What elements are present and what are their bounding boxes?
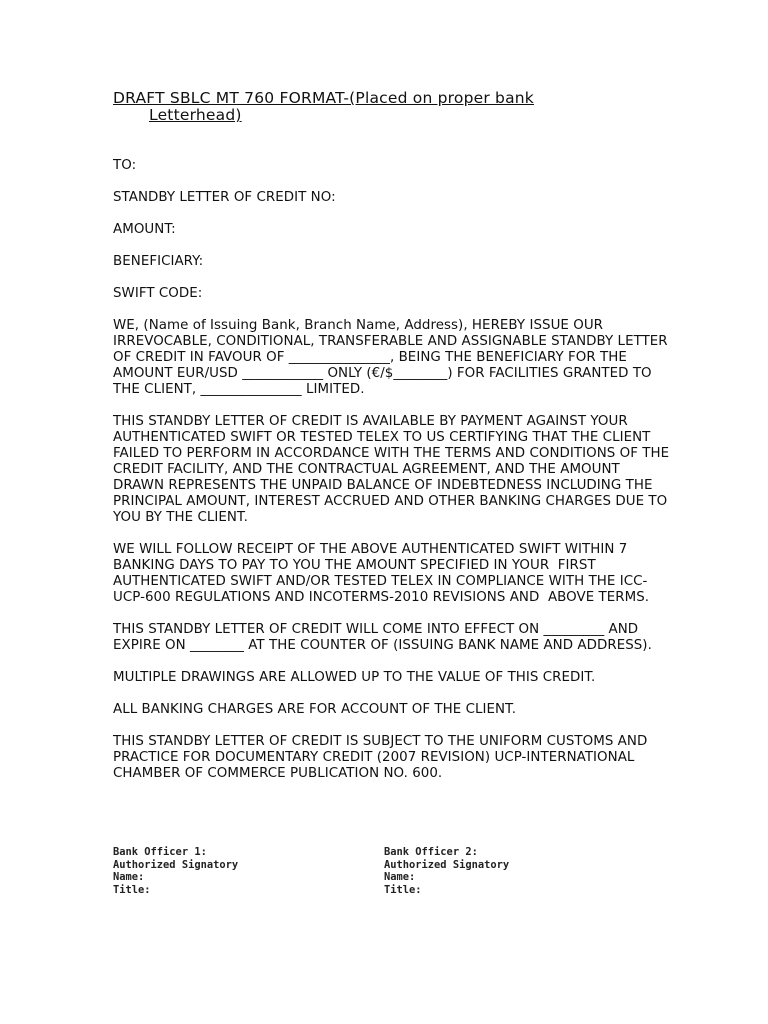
- paragraph-issue: WE, (Name of Issuing Bank, Branch Name, Address), HEREBY ISSUE OUR IRREVOCABLE, CONDITIONAL, TRANSFERABLE AND ASSIGNABLE STANDBY LETTER OF CREDIT IN FAVOUR OF _______________, BEING THE BENEFICIARY FOR THE AMOUNT EUR/USD ____________ ONLY (€/$________) FOR FACILITIES GRANTED TO THE CLIENT, _______________ LIMITED.: [113, 318, 672, 397]
- paragraph-effect: THIS STANDBY LETTER OF CREDIT WILL COME INTO EFFECT ON _________ AND EXPIRE ON ________ AT THE COUNTER OF (ISSUING BANK NAME AND ADDRESS).: [113, 622, 652, 653]
- signatory-officer-2: [384, 846, 624, 896]
- document-title-line-1: DRAFT SBLC MT 760 FORMAT-(Placed on proper bank: [113, 89, 534, 107]
- paragraph-payment: WE WILL FOLLOW RECEIPT OF THE ABOVE AUTHENTICATED SWIFT WITHIN 7 BANKING DAYS TO PAY TO YOU THE AMOUNT SPECIFIED IN YOUR FIRST AUTHENTICATED SWIFT AND/OR TESTED TELEX IN COMPLIANCE WITH THE ICC-UCP-600 REGULATIONS AND INCOTERMS-2010 REVISIONS AND ABOVE TERMS.: [113, 542, 650, 605]
- officer-2-title: Title:: [384, 883, 422, 896]
- field-swift-code: SWIFT CODE:: [113, 286, 203, 301]
- paragraph-charges: ALL BANKING CHARGES ARE FOR ACCOUNT OF THE CLIENT.: [113, 702, 517, 717]
- officer-2-heading: Bank Officer 2:: [384, 846, 478, 858]
- field-to: TO:: [113, 158, 137, 173]
- signatory-officer-1: [113, 846, 353, 896]
- document-title-line-2: Letterhead): [149, 106, 242, 124]
- field-amount: AMOUNT:: [113, 222, 176, 237]
- paragraph-availability: THIS STANDBY LETTER OF CREDIT IS AVAILABLE BY PAYMENT AGAINST YOUR AUTHENTICATED SWIFT OR TESTED TELEX TO US CERTIFYING THAT THE CLIENT FAILED TO PERFORM IN ACCORDANCE WITH THE TERMS AND CONDITIONS OF THE CREDIT FACILITY, AND THE CONTRACTUAL AGREEMENT, AND THE AMOUNT DRAWN REPRESENTS THE UNPAID BALANCE OF INDEBTEDNESS INCLUDING THE PRINCIPAL AMOUNT, INTEREST ACCRUED AND OTHER BANKING CHARGES DUE TO YOU BY THE CLIENT.: [113, 414, 674, 525]
- officer-1-title: Title:: [113, 883, 151, 896]
- officer-1-heading: Bank Officer 1:: [113, 846, 207, 858]
- paragraph-subject: THIS STANDBY LETTER OF CREDIT IS SUBJECT TO THE UNIFORM CUSTOMS AND PRACTICE FOR DOCUMENTARY CREDIT (2007 REVISION) UCP-INTERNATIONAL CHAMBER OF COMMERCE PUBLICATION NO. 600.: [113, 734, 652, 781]
- officer-1-role: Authorized Signatory: [113, 858, 239, 871]
- document-title: [113, 90, 633, 124]
- field-sblc-number: STANDBY LETTER OF CREDIT NO:: [113, 190, 336, 205]
- document-body: [113, 158, 673, 798]
- officer-2-role: Authorized Signatory: [384, 858, 510, 871]
- officer-2-name: Name:: [384, 871, 416, 883]
- field-beneficiary: BENEFICIARY:: [113, 254, 204, 269]
- officer-1-name: Name:: [113, 871, 145, 883]
- paragraph-drawings: MULTIPLE DRAWINGS ARE ALLOWED UP TO THE VALUE OF THIS CREDIT.: [113, 670, 596, 685]
